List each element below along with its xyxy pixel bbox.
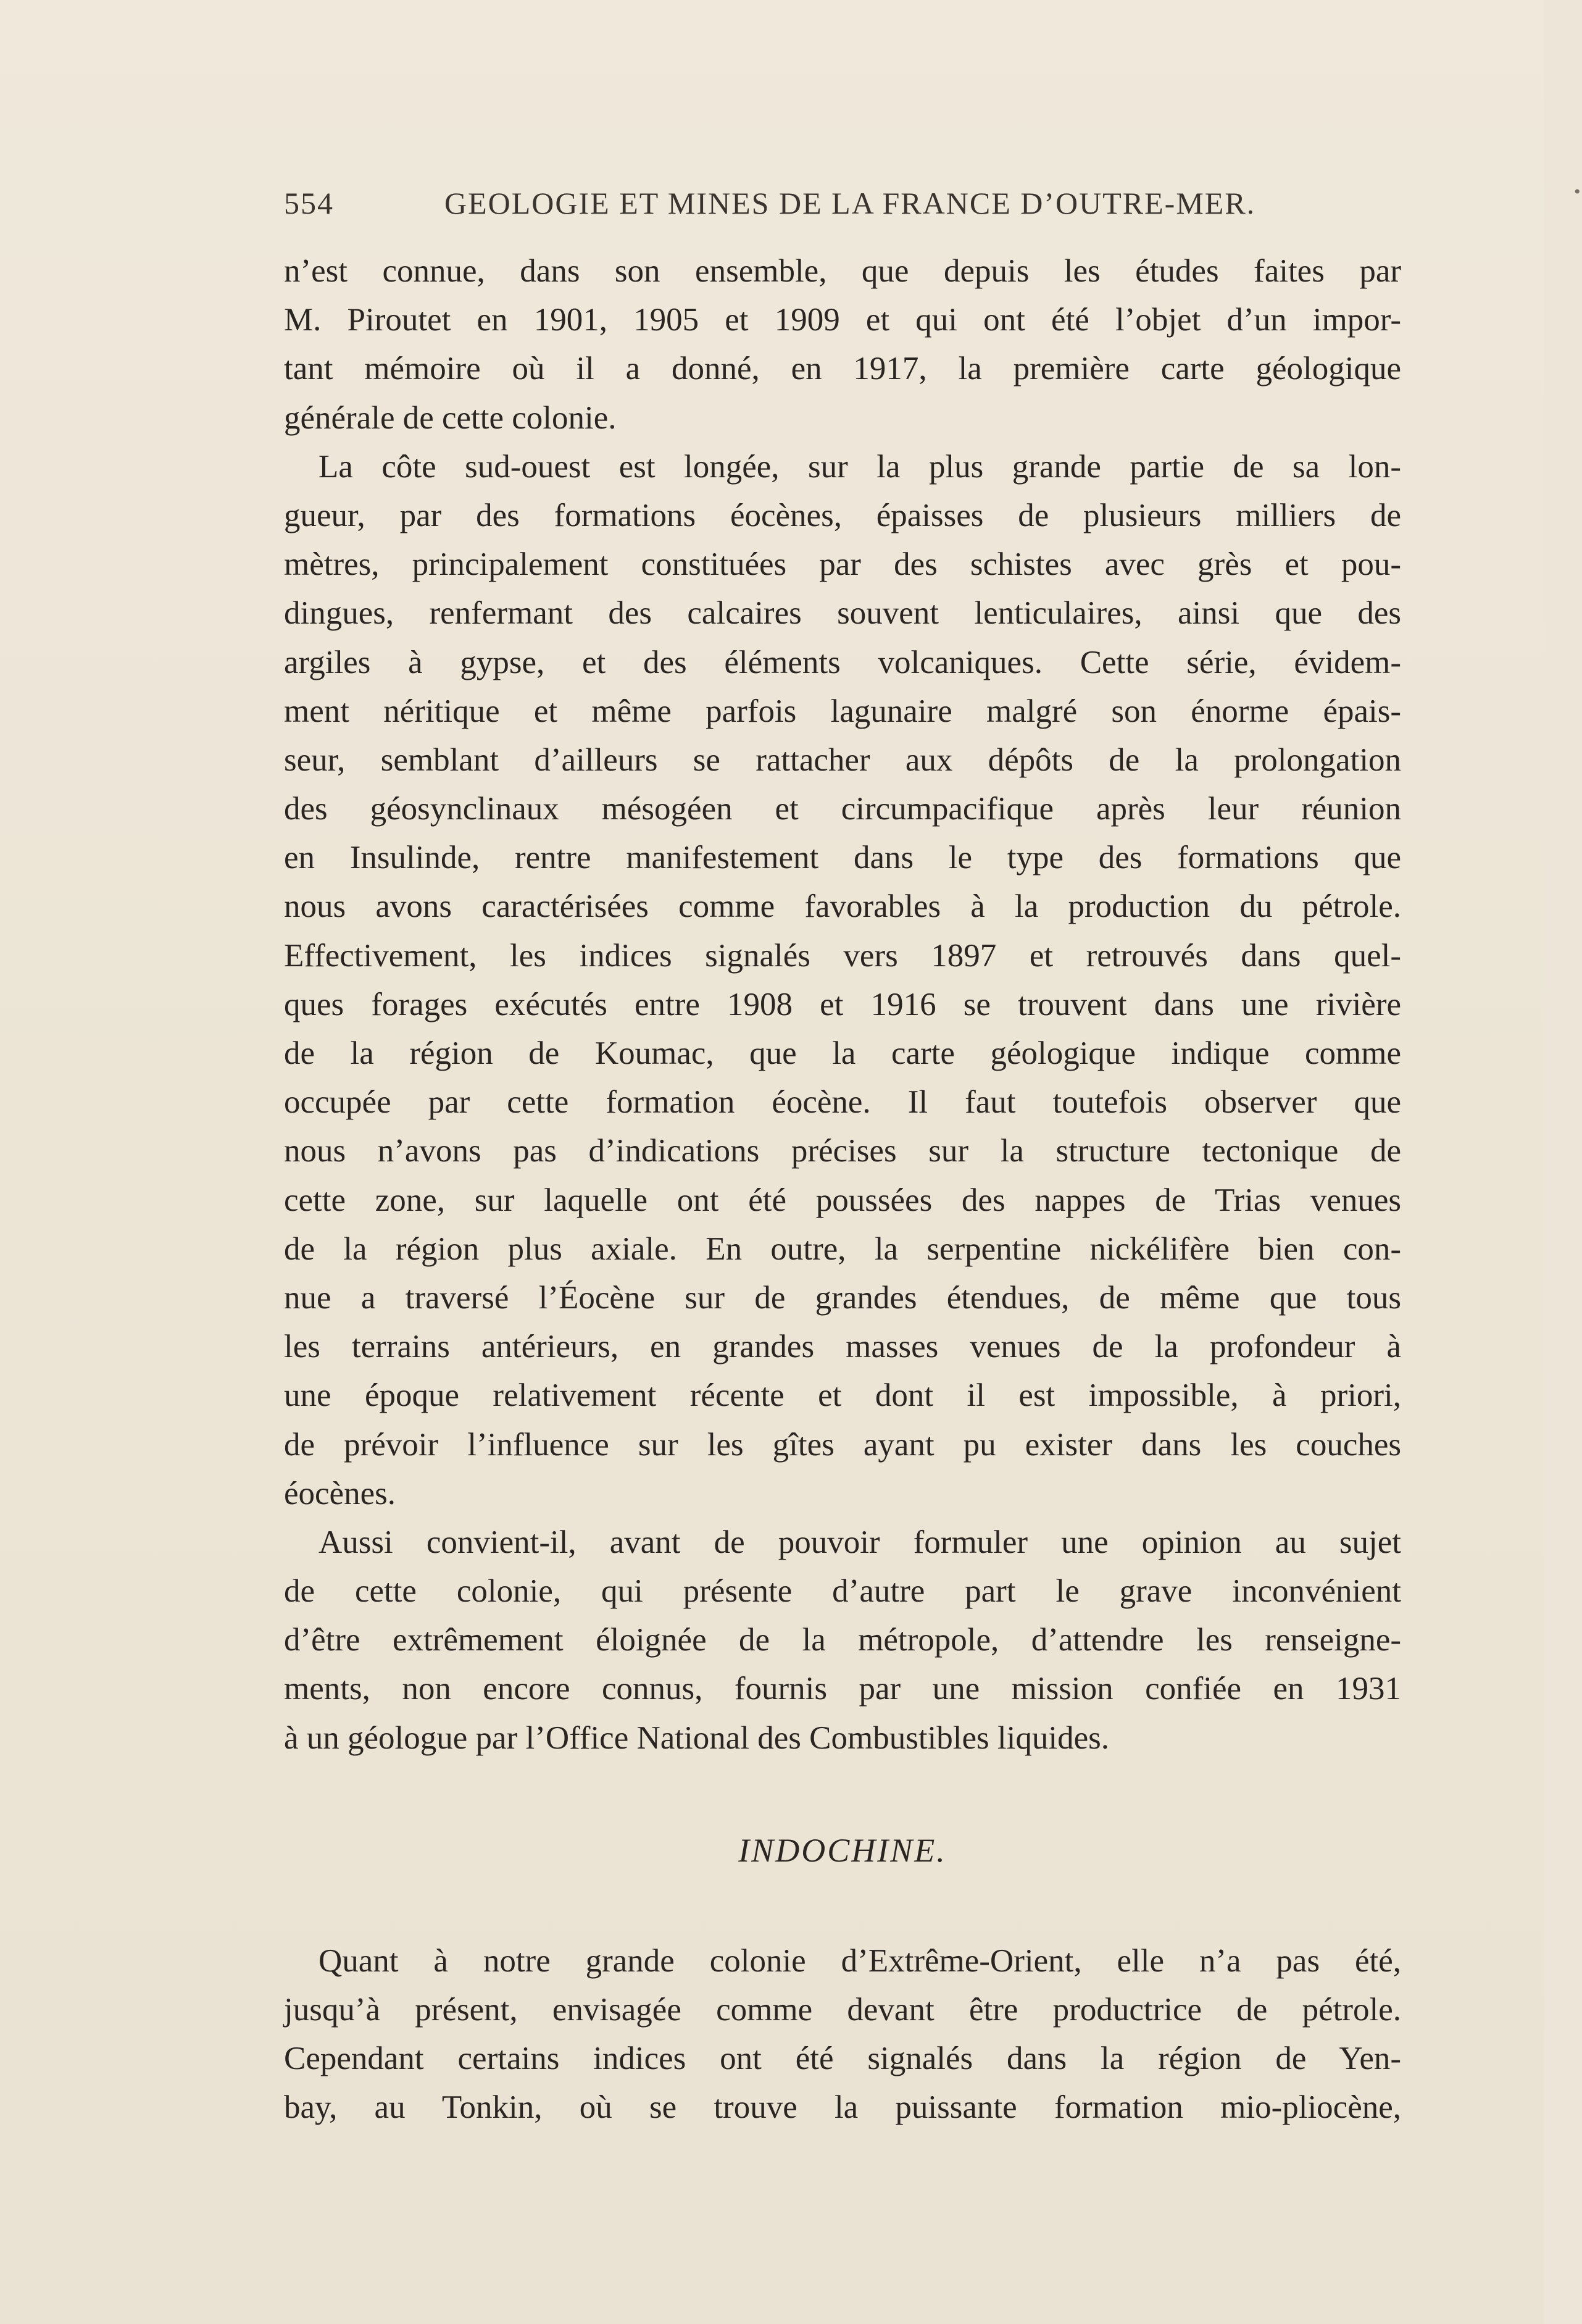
page-number: 554 [284,186,334,220]
text-line: d’être extrêmement éloignée de la métropole, d’attendre les renseigne- [284,1622,1401,1658]
text-line: une époque relativement récente et dont il est impossible, à priori, [284,1377,1401,1414]
text-line: de cette colonie, qui présente d’autre part le grave inconvénient [284,1573,1401,1610]
text-line: nous avons caractérisées comme favorables à la production du pétrole. [284,888,1401,925]
text-line: en Insulinde, rentre manifestement dans le type des formations que [284,840,1401,876]
printer-mark: • [1574,182,1582,202]
text-line: tant mémoire où il a donné, en 1917, la première carte géologique [284,351,1401,387]
section-heading: INDOCHINE. [738,1831,947,1869]
text-line: mètres, principalement constituées par des schistes avec grès et pou- [284,546,1401,583]
text-line: de la région de Koumac, que la carte géologique indique comme [284,1035,1401,1071]
paragraph [284,443,1401,1518]
text-line: Effectivement, les indices signalés vers 1897 et retrouvés dans quel- [284,937,1401,974]
text-line: de prévoir l’influence sur les gîtes ayant pu exister dans les couches [284,1426,1401,1463]
running-title: GEOLOGIE ET MINES DE LA FRANCE D’OUTRE-MER. [444,186,1256,220]
paragraph [284,247,1401,443]
text-line: ques forages exécutés entre 1908 et 1916 se trouvent dans une rivière [284,986,1401,1022]
text-line: Aussi convient-il, avant de pouvoir formuler une opinion au sujet [318,1524,1401,1560]
text-line: M. Piroutet en 1901, 1905 et 1909 et qui ont été l’objet d’un impor- [284,302,1401,338]
text-line: gueur, par des formations éocènes, épaisses de plusieurs milliers de [284,497,1401,533]
text-line: occupée par cette formation éocène. Il faut toutefois observer que [284,1084,1401,1121]
text-line: ments, non encore connus, fournis par une mission confiée en 1931 [284,1671,1401,1707]
text-line: générale de cette colonie. [284,399,617,436]
text-line: jusqu’à présent, envisagée comme devant être productrice de pétrole. [284,1992,1401,2028]
paragraph [284,1937,1401,2133]
text-line: ment néritique et même parfois lagunaire malgré son énorme épais- [284,693,1401,729]
text-line: seur, semblant d’ailleurs se rattacher aux dépôts de la prolongation [284,742,1401,778]
spacer [284,1875,1401,1937]
spacer [284,1763,1401,1826]
text-line: à un géologue par l’Office National des Combustibles liquides. [284,1720,1109,1756]
text-line: argiles à gypse, et des éléments volcaniques. Cette série, évidem- [284,644,1401,680]
paragraph [284,1518,1401,1763]
text-line: nue a traversé l’Éocène sur de grandes étendues, de même que tous [284,1279,1401,1316]
text-line: nous n’avons pas d’indications précises sur la structure tectonique de [284,1133,1401,1169]
text-line: Cependant certains indices ont été signalés dans la région de Yen- [284,2041,1401,2077]
text-line: les terrains antérieurs, en grandes masses venues de la profondeur à [284,1329,1401,1365]
page-header [284,182,1582,235]
text-line: cette zone, sur laquelle ont été poussées des nappes de Trias venues [284,1182,1401,1218]
text-line: n’est connue, dans son ensemble, que depuis les études faites par [284,253,1401,289]
text-line: La côte sud-ouest est longée, sur la plus grande partie de sa lon- [318,448,1401,485]
text-line: dingues, renfermant des calcaires souvent lenticulaires, ainsi que des [284,595,1401,632]
text-line: Quant à notre grande colonie d’Extrême-Orient, elle n’a pas été, [318,1942,1401,1979]
text-line: éocènes. [284,1475,396,1511]
page-body [284,247,1401,2133]
text-line: des géosynclinaux mésogéen et circumpacifique après leur réunion [284,791,1401,827]
text-line: de la région plus axiale. En outre, la serpentine nickélifère bien con- [284,1231,1401,1267]
text-line: bay, au Tonkin, où se trouve la puissante formation mio-pliocène, [284,2089,1401,2126]
